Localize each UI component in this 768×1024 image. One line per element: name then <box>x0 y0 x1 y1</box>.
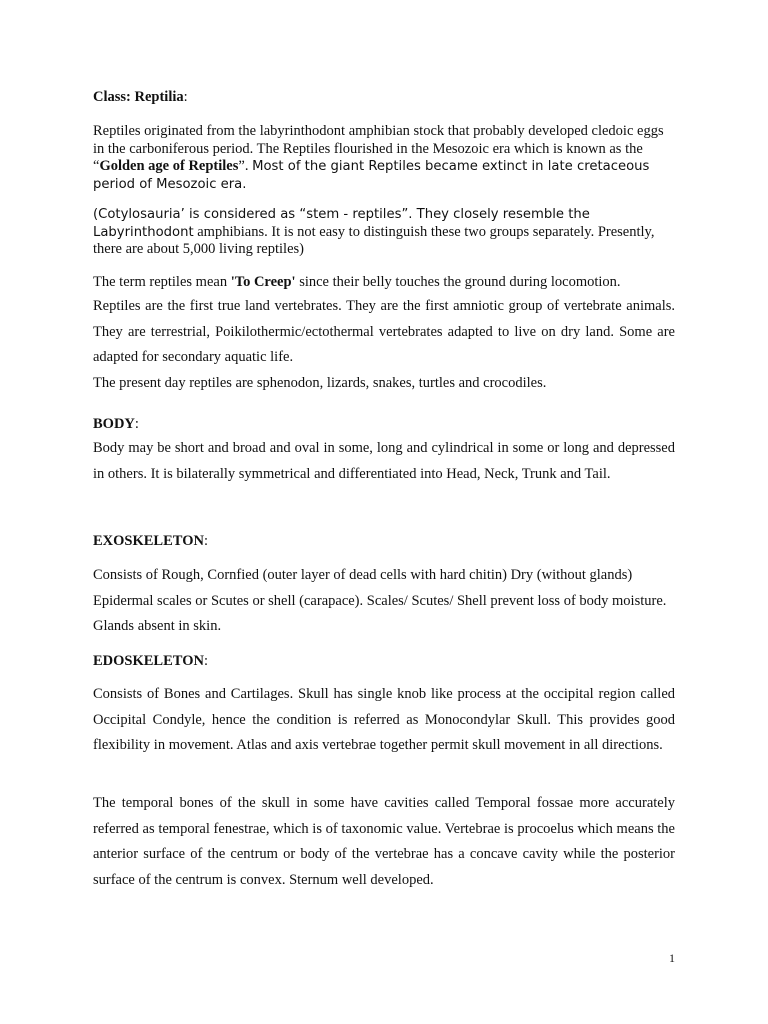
skull-paragraph: Consists of Bones and Cartilages. Skull has single knob like process at the occipital region called Occipital Condyle, hence the condition is referred as Monocondylar Skull. This provides good flexibility in movement. Atlas and axis vertebrae together permit skull movement in all directions. <box>93 686 675 753</box>
cotylosauria-note <box>93 206 675 259</box>
page-title <box>93 89 675 107</box>
title-label: Class: Reptilia <box>93 89 184 105</box>
note-first-line: (Cotylosauria’ is considered as “stem - reptiles”. They closely resemble the Labyrinthodont <box>93 207 590 240</box>
present-day-reptiles: The present day reptiles are sphenodon, lizards, snakes, turtles and crocodiles. <box>93 375 547 391</box>
intro-text-quote: ”. <box>238 158 253 174</box>
to-creep-bold: 'To Creep' <box>230 274 296 290</box>
land-vertebrates-paragraph: Reptiles are the first true land vertebrates. They are the first amniotic group of vertebrate animals. They are terrestrial, Poikilothermic/ectothermal vertebrates adapted to live on dry land. Some are adapted for secondary aquatic life. <box>93 298 675 365</box>
intro-text-start: Reptiles originated from the labyrinthodont amphibian stock that probably developed cledoic eggs in the carboniferous period. The Reptiles flourished in the Mesozoic era which is known as the “ <box>93 123 664 174</box>
page-number: 1 <box>669 951 675 965</box>
creep-text-end: since their belly touches the ground during locomotion. <box>295 274 621 290</box>
creep-paragraph <box>93 274 675 292</box>
title-colon: : <box>183 89 188 105</box>
endoskeleton-heading-label: EDOSKELETON <box>93 653 204 669</box>
intro-text-end: Most of the giant Reptiles became extinct in late cretaceous period of Mesozoic era. <box>93 159 650 192</box>
exoskeleton-paragraph: Consists of Rough, Cornfied (outer layer of dead cells with hard chitin) Dry (without glands) Epidermal scales or Scutes or shell (carapace). Scales/ Scutes/ Shell prevent loss of body moisture. Glands absent in skin. <box>93 567 667 634</box>
intro-paragraph <box>93 123 675 193</box>
endoskeleton-heading-colon: : <box>203 653 208 669</box>
creep-text-start: The term reptiles mean <box>93 274 231 290</box>
golden-age-bold: Golden age of Reptiles <box>99 158 239 174</box>
body-heading-colon: : <box>134 416 139 432</box>
exoskeleton-heading-colon: : <box>203 533 208 549</box>
body-paragraph: Body may be short and broad and oval in some, long and cylindrical in some or long and depressed in others. It is bilaterally symmetrical and differentiated into Head, Neck, Trunk and Tail. <box>93 440 675 482</box>
exoskeleton-heading <box>93 533 675 551</box>
note-rest: amphibians. It is not easy to distinguish these two groups separately. Presently, there are about 5,000 living reptiles) <box>93 223 655 257</box>
exoskeleton-heading-label: EXOSKELETON <box>93 533 204 549</box>
temporal-bones-paragraph: The temporal bones of the skull in some have cavities called Temporal fossae more accurately referred as temporal fenestrae, which is of taxonomic value. Vertebrae is procoelus which means the anterior surface of the centrum or body of the vertebrae has a concave cavity while the posterior surface of the centrum is convex. Sternum well developed. <box>93 795 675 888</box>
body-heading <box>93 416 675 434</box>
body-heading-label: BODY <box>93 416 135 432</box>
endoskeleton-heading <box>93 653 675 671</box>
